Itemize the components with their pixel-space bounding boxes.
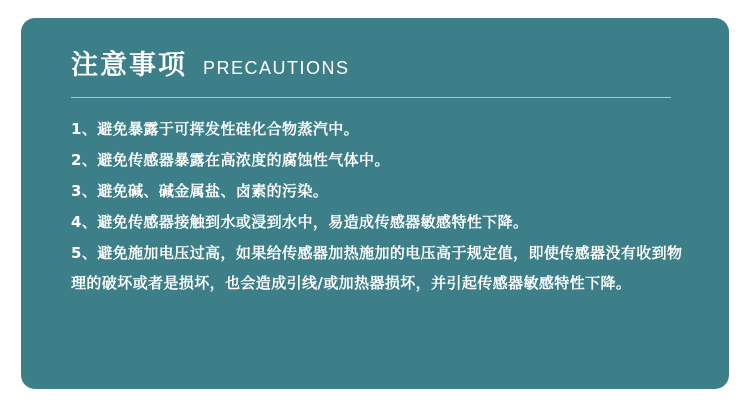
list-item: 1、避免暴露于可挥发性硅化合物蒸汽中。 — [71, 120, 360, 138]
panel-heading — [71, 52, 687, 79]
list-item: 5、避免施加电压过高，如果给传感器加热施加的电压高于规定值，即使传感器没有收到物理的破坏或者是损坏，也会造成引线/或加热器损坏，并引起传感器敏感特性下降。 — [71, 244, 683, 292]
page-subtitle: PRECAUTIONS — [203, 58, 350, 78]
list-item: 4、避免传感器接触到水或浸到水中，易造成传感器敏感特性下降。 — [71, 213, 529, 231]
precautions-panel — [21, 18, 729, 389]
list-item: 2、避免传感器暴露在高浓度的腐蚀性气体中。 — [71, 151, 390, 169]
page-title: 注意事项 — [71, 50, 187, 80]
precautions-list — [71, 114, 687, 298]
list-item: 3、避免碱、碱金属盐、卤素的污染。 — [71, 182, 329, 200]
heading-divider — [71, 97, 671, 98]
